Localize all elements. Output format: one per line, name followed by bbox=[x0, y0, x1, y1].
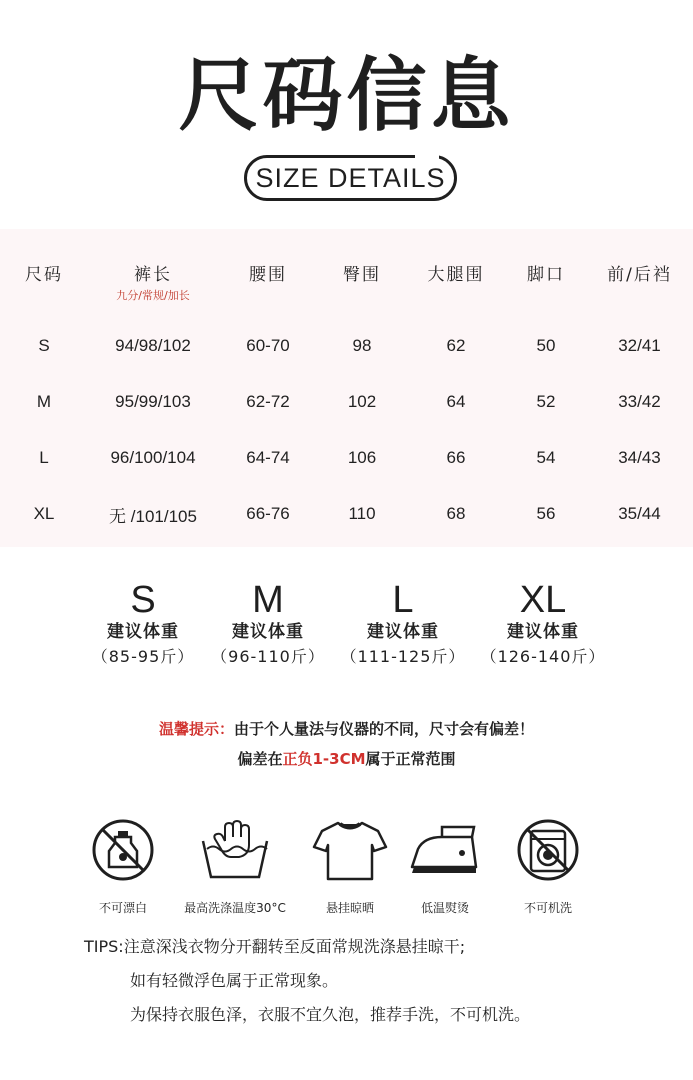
weight-range: （85-95斤） bbox=[91, 647, 195, 666]
hang-dry-icon bbox=[310, 815, 390, 885]
notice-text-b: 属于正常范围 bbox=[365, 750, 456, 768]
table-cell: 32/41 bbox=[618, 336, 661, 355]
table-cell: 94/98/102 bbox=[115, 336, 191, 355]
weight-label: 建议体重 bbox=[232, 622, 304, 642]
table-cell: 60-70 bbox=[246, 336, 290, 355]
table-cell: 无 /101/105 bbox=[109, 506, 197, 526]
weight-item-m bbox=[193, 580, 343, 670]
care-label: 不可漂白 bbox=[98, 901, 147, 915]
table-cell: 34/43 bbox=[618, 448, 661, 467]
header-length-label: 裤长 bbox=[134, 265, 172, 285]
weight-range: （111-125斤） bbox=[340, 647, 466, 666]
table-row bbox=[0, 318, 693, 374]
care-label: 最高洗涤温度30°C bbox=[184, 901, 286, 915]
care-label: 悬挂晾晒 bbox=[325, 901, 374, 915]
header-length-note: 九分/常规/加长 bbox=[116, 289, 190, 302]
header-length bbox=[88, 244, 218, 318]
notice-prefix: 温馨提示： bbox=[158, 720, 234, 738]
table-cell: 62 bbox=[446, 336, 466, 355]
weight-label: 建议体重 bbox=[107, 622, 179, 642]
care-label: 不可机洗 bbox=[523, 901, 572, 915]
care-item-no-machine-wash bbox=[483, 815, 613, 916]
no-bleach-icon bbox=[88, 815, 158, 885]
weight-item-xl bbox=[468, 580, 618, 670]
header-rise: 前/后裆 bbox=[607, 265, 672, 285]
table-cell: 66-76 bbox=[246, 504, 290, 523]
notice-text-a: 偏差在 bbox=[237, 750, 283, 768]
table-row bbox=[0, 486, 693, 542]
table-cell: M bbox=[36, 392, 52, 411]
weight-range: （126-140斤） bbox=[480, 647, 606, 666]
tips-line-3: 为保持衣服色泽，衣服不宜久泡，推荐手洗，不可机洗。 bbox=[130, 1005, 531, 1024]
header-hip: 臀围 bbox=[343, 265, 381, 285]
notice-text: 由于个人量法与仪器的不同，尺寸会有偏差！ bbox=[234, 720, 535, 738]
care-label: 低温熨烫 bbox=[420, 901, 469, 915]
notice-line-2 bbox=[0, 748, 693, 769]
weight-size: XL bbox=[519, 579, 567, 621]
tips-line-1: TIPS:注意深浅衣物分开翻转至反面常规洗涤悬挂晾干; bbox=[84, 937, 466, 956]
subtitle-badge bbox=[244, 155, 457, 201]
weight-item-l bbox=[328, 580, 478, 670]
weight-size: L bbox=[392, 579, 414, 621]
table-cell: 66 bbox=[446, 448, 466, 467]
weight-size: M bbox=[252, 579, 284, 621]
wash-temperature-icon bbox=[193, 815, 277, 885]
table-cell: 56 bbox=[536, 504, 556, 523]
care-item-no-bleach bbox=[58, 815, 188, 916]
weight-size: S bbox=[130, 579, 156, 621]
care-tips bbox=[84, 930, 684, 1032]
size-table bbox=[0, 244, 693, 542]
table-cell: 106 bbox=[347, 448, 377, 467]
table-cell: 52 bbox=[536, 392, 556, 411]
size-table-header bbox=[0, 244, 693, 318]
header-hem: 脚口 bbox=[527, 265, 565, 285]
table-row bbox=[0, 374, 693, 430]
header-thigh: 大腿围 bbox=[427, 265, 485, 285]
table-cell: 96/100/104 bbox=[110, 448, 196, 467]
table-cell: 68 bbox=[446, 504, 466, 523]
weight-recommendations bbox=[0, 580, 693, 680]
table-cell: 62-72 bbox=[246, 392, 290, 411]
table-cell: 33/42 bbox=[618, 392, 661, 411]
table-cell: 35/44 bbox=[618, 504, 661, 523]
header-waist: 腰围 bbox=[249, 265, 287, 285]
page-title: 尺码信息 bbox=[178, 49, 515, 142]
table-cell: 64 bbox=[446, 392, 466, 411]
table-cell: 102 bbox=[347, 392, 377, 411]
pill-divider bbox=[415, 149, 439, 161]
table-cell: 54 bbox=[536, 448, 556, 467]
weight-label: 建议体重 bbox=[367, 622, 439, 642]
notice-tolerance: 正负1-3CM bbox=[282, 750, 366, 768]
table-cell: 50 bbox=[536, 336, 556, 355]
header-size: 尺码 bbox=[25, 265, 63, 285]
table-cell: 110 bbox=[348, 504, 376, 523]
table-cell: S bbox=[38, 336, 50, 355]
weight-label: 建议体重 bbox=[507, 622, 579, 642]
tips-line-2: 如有轻微浮色属于正常现象。 bbox=[130, 971, 339, 990]
low-iron-icon bbox=[402, 815, 488, 885]
table-cell: 95/99/103 bbox=[115, 392, 191, 411]
table-cell: 64-74 bbox=[246, 448, 290, 467]
table-cell: 98 bbox=[352, 336, 372, 355]
table-row bbox=[0, 430, 693, 486]
no-machine-wash-icon bbox=[513, 815, 583, 885]
notice-line-1 bbox=[0, 718, 693, 739]
weight-range: （96-110斤） bbox=[211, 647, 325, 666]
table-cell: XL bbox=[33, 504, 55, 523]
care-item-wash-temperature bbox=[170, 815, 300, 916]
table-cell: L bbox=[39, 448, 49, 467]
subtitle-text: SIZE DETAILS bbox=[255, 162, 446, 193]
